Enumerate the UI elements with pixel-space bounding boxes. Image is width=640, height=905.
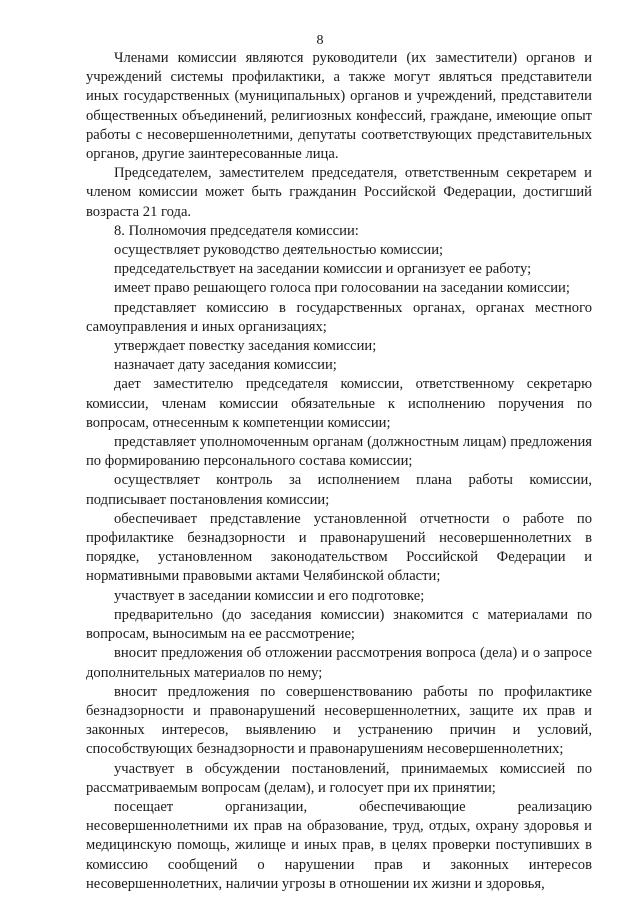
paragraph-power-discussion: участвует в обсуждении постановлений, принимаемых комиссией по рассматриваемым вопросам (делам), и голосует при их принятии; bbox=[86, 760, 592, 796]
paragraph-power-reviews-materials: предварительно (до заседания комиссии) знакомится с материалами по вопросам, выносимым на ее рассмотрение; bbox=[86, 606, 592, 643]
paragraph-power-improvement-proposals: вносит предложения по совершенствованию работы по профилактике безнадзорности и правонарушений несовершеннолетних, защите их прав и законных интересов, выявлению и устранению причин и условий, способствующих безнадзорности и правонарушениям несовершеннолетних; bbox=[86, 683, 592, 758]
page-number: 8 bbox=[316, 33, 324, 48]
paragraph-power-meeting-date: назначает дату заседания комиссии; bbox=[114, 357, 337, 374]
paragraph-section-8-heading: 8. Полномочия председателя комиссии: bbox=[114, 222, 359, 239]
paragraph-eligibility: Председателем, заместителем председателя, ответственным секретарем и членом комиссии может быть гражданин Российской Федерации, достигший возраста 21 года. bbox=[86, 165, 592, 220]
paragraph-power-postpone: вносит предложения об отложении рассмотрения вопроса (дела) и о запросе дополнительных материалов по нему; bbox=[86, 645, 592, 681]
paragraph-power-represents: представляет комиссию в государственных органах, органах местного самоуправления и иных организациях; bbox=[86, 299, 592, 335]
paragraph-power-deciding-vote: имеет право решающего голоса при голосовании на заседании комиссии; bbox=[114, 280, 570, 297]
document-body bbox=[86, 49, 592, 894]
paragraph-power-reporting: обеспечивает представление установленной отчетности о работе по профилактике безнадзорности и правонарушений несовершеннолетних в порядке, установленном законодательством Российской Федерации и нормативными правовыми актами Челябинской области; bbox=[86, 510, 592, 585]
paragraph-power-management: осуществляет руководство деятельностью комиссии; bbox=[114, 242, 444, 259]
paragraph-power-visits: посещает организации, обеспечивающие реализацию несовершеннолетними их прав на образование, труд, отдых, охрану здоровья и медицинскую помощь, жилище и иных прав, в целях проверки поступивших в комиссию сообщений о нарушении прав и законных интересов несовершеннолетних, наличии угрозы в отношении их жизни и здоровья, bbox=[86, 798, 592, 892]
paragraph-power-control: осуществляет контроль за исполнением плана работы комиссии, подписывает постановления комиссии; bbox=[86, 472, 592, 508]
paragraph-power-chairs: председательствует на заседании комиссии и организует ее работу; bbox=[114, 261, 532, 278]
paragraph-commission-members: Членами комиссии являются руководители (их заместители) органов и учреждений системы профилактики, а также могут являться представители иных государственных (муниципальных) органов и учреждений, представители общественных объединений, религиозных конфессий, граждане, имеющие опыт работы с несовершеннолетними, депутаты соответствующих представительных органов, другие заинтересованные лица. bbox=[86, 50, 592, 163]
paragraph-power-composition-proposals: представляет уполномоченным органам (должностным лицам) предложения по формированию персонального состава комиссии; bbox=[86, 434, 592, 470]
paragraph-power-participates: участвует в заседании комиссии и его подготовке; bbox=[114, 587, 425, 604]
paragraph-power-agenda: утверждает повестку заседания комиссии; bbox=[114, 338, 377, 355]
paragraph-power-instructions: дает заместителю председателя комиссии, ответственному секретарю комиссии, членам комиссии обязательные к исполнению поручения по вопросам, отнесенным к компетенции комиссии; bbox=[86, 376, 592, 431]
